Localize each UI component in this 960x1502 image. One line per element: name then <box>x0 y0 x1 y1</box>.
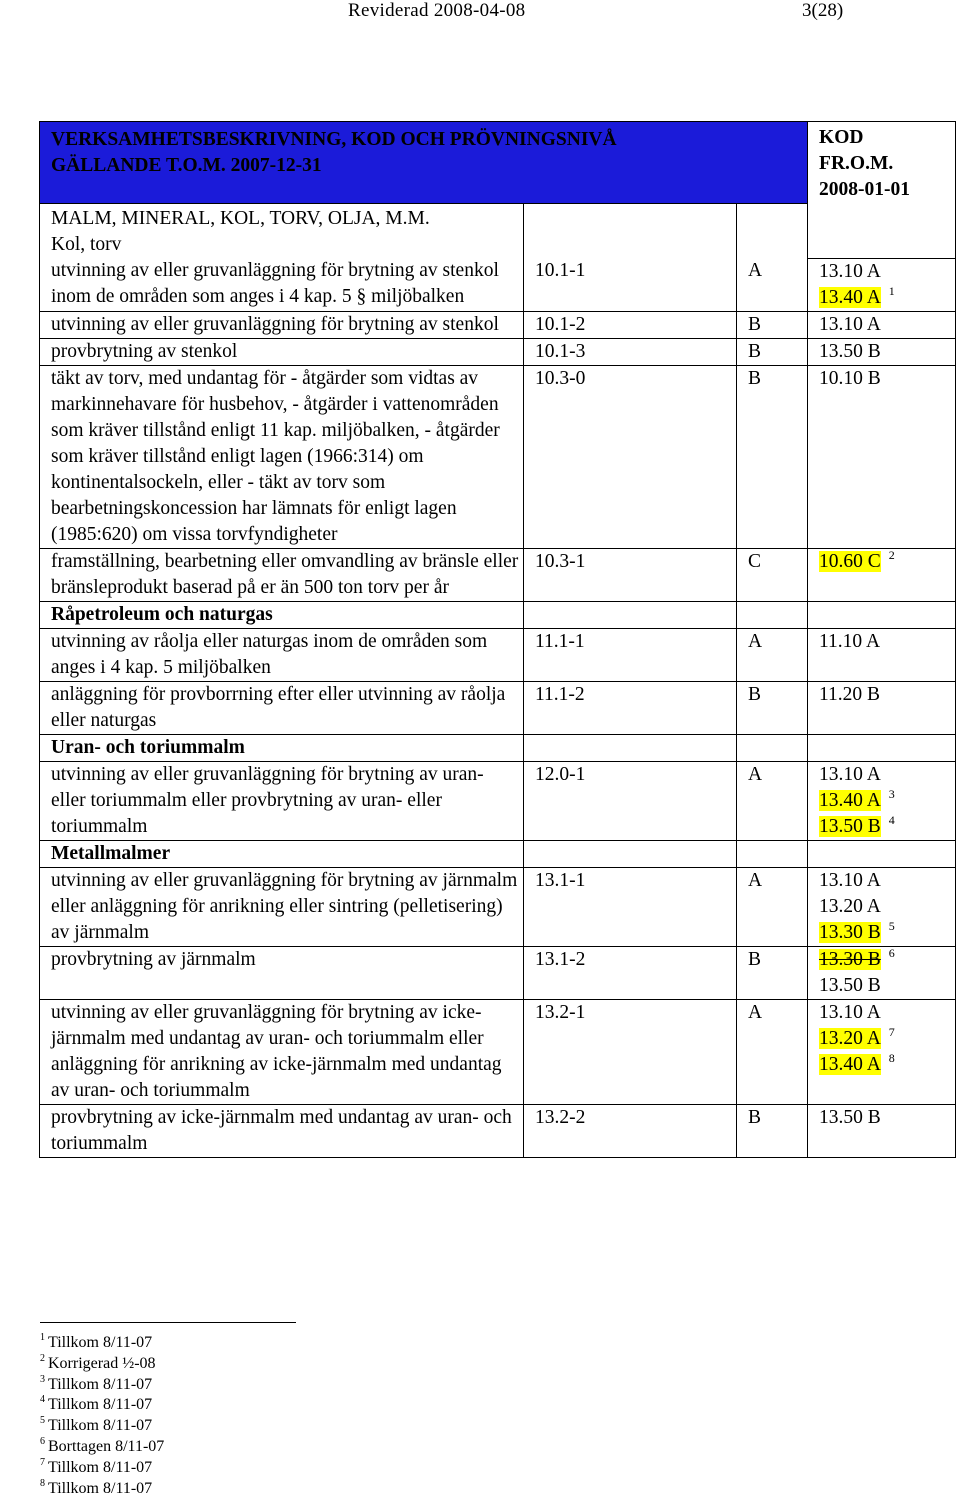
section-heading-malm: MALM, MINERAL, KOL, TORV, OLJA, M.M. Kol, torv <box>40 204 524 259</box>
code-column-header: KOD FR.O.M. 2008-01-01 <box>808 122 956 259</box>
activity-code-table <box>39 121 956 1158</box>
footnote-ref[interactable]: 8 <box>888 1050 895 1065</box>
section-heading: Metallmalmer <box>40 840 524 867</box>
footnotes <box>40 1333 164 1499</box>
table-row: utvinning av eller gruvanläggning för brytning av uran- eller toriummalm eller provbrytning av uran- eller toriummalm 12.0-1 A 13.10 A 13.40 A $^3$ 13.50 B $^4$ <box>40 761 956 840</box>
table-row: täkt av torv, med undantag för - åtgärder som vidtas av markinnehavare för husbehov, - åtgärder i vattenområden som kräver tillstånd enligt 11 kap. miljöbalken, - åtgärder som kräver tillstånd enligt lagen (1966:314) om kontinentalsockeln, eller - täkt av torv som bearbetningskoncession har lämnats för enligt lagen (1985:620) om vissa torvfyndigheter 10.3-0 B 10.10 B <box>40 365 956 548</box>
footnote-ref[interactable]: 7 <box>888 1024 895 1039</box>
footnote: $^8$ Tillkom 8/11-07 <box>40 1477 153 1497</box>
section-heading: Uran- och toriummalm <box>40 734 524 761</box>
table-title: VERKSAMHETSBESKRIVNING, KOD OCH PRÖVNINGSNIVÅ GÄLLANDE T.O.M. 2007-12-31 <box>40 122 808 204</box>
footnote-ref[interactable]: 3 <box>888 786 895 801</box>
table-row: framställning, bearbetning eller omvandling av bränsle eller bränsleprodukt baserad på er än 500 ton torv per år 10.3-1 C 10.60 C $^2$ <box>40 548 956 601</box>
footnote: $^7$ Tillkom 8/11-07 <box>40 1456 153 1476</box>
section-row <box>40 840 956 867</box>
footnote: $^5$ Tillkom 8/11-07 <box>40 1415 153 1435</box>
page-header <box>0 0 960 26</box>
footnote-separator <box>40 1322 296 1323</box>
footnote-ref[interactable]: 5 <box>888 918 895 933</box>
table-row: utvinning av eller gruvanläggning för brytning av järnmalm eller anläggning för anrikning eller sintring (pelletisering) av järnmalm 13.1-1 A 13.10 A 13.20 A 13.30 B $^5$ <box>40 867 956 946</box>
table-row: provbrytning av stenkol 10.1-3 B 13.50 B <box>40 338 956 365</box>
footnote-ref[interactable]: 6 <box>888 945 895 960</box>
table-row: utvinning av eller gruvanläggning för brytning av stenkol 10.1-2 B 13.10 A <box>40 311 956 338</box>
footnote: $^3$ Tillkom 8/11-07 <box>40 1373 153 1393</box>
table-row: utvinning av eller gruvanläggning för brytning av icke-järnmalm med undantag av uran- och toriummalm eller anläggning för anrikning av icke-järnmalm med undantag av uran- och toriummalm 13.2-1 A 13.10 A 13.20 A $^7$ 13.40 A $^8$ <box>40 999 956 1104</box>
page-number: 3(28) <box>802 0 844 21</box>
footnote-ref[interactable]: 2 <box>888 547 895 562</box>
table-row: provbrytning av järnmalm 13.1-2 B 13.30 B $^6$ 13.50 B <box>40 946 956 999</box>
table-row: provbrytning av icke-järnmalm med undantag av uran- och toriummalm 13.2-2 B 13.50 B <box>40 1104 956 1157</box>
table-row: utvinning av eller gruvanläggning för brytning av stenkol inom de områden som anges i 4 kap. 5 § miljöbalken 10.1-1 A 13.10 A 13.40 A $^1$ <box>40 258 956 311</box>
footnote: $^2$ Korrigerad ½-08 <box>40 1352 156 1372</box>
table-row: anläggning för provborrning efter eller utvinning av råolja eller naturgas 11.1-2 B 11.20 B <box>40 681 956 734</box>
footnote-ref[interactable]: 4 <box>888 812 895 827</box>
revision-date: Reviderad 2008-04-08 <box>348 0 526 21</box>
footnote: $^1$ Tillkom 8/11-07 <box>40 1332 153 1351</box>
section-heading: Råpetroleum och naturgas <box>40 601 524 628</box>
table-header-row <box>40 122 956 204</box>
footnote-ref[interactable]: 1 <box>888 283 895 298</box>
footnote: $^6$ Borttagen 8/11-07 <box>40 1435 165 1455</box>
section-row <box>40 601 956 628</box>
table-row: utvinning av råolja eller naturgas inom de områden som anges i 4 kap. 5 miljöbalken 11.1-1 A 11.10 A <box>40 628 956 681</box>
section-row <box>40 734 956 761</box>
footnote: $^4$ Tillkom 8/11-07 <box>40 1394 153 1414</box>
